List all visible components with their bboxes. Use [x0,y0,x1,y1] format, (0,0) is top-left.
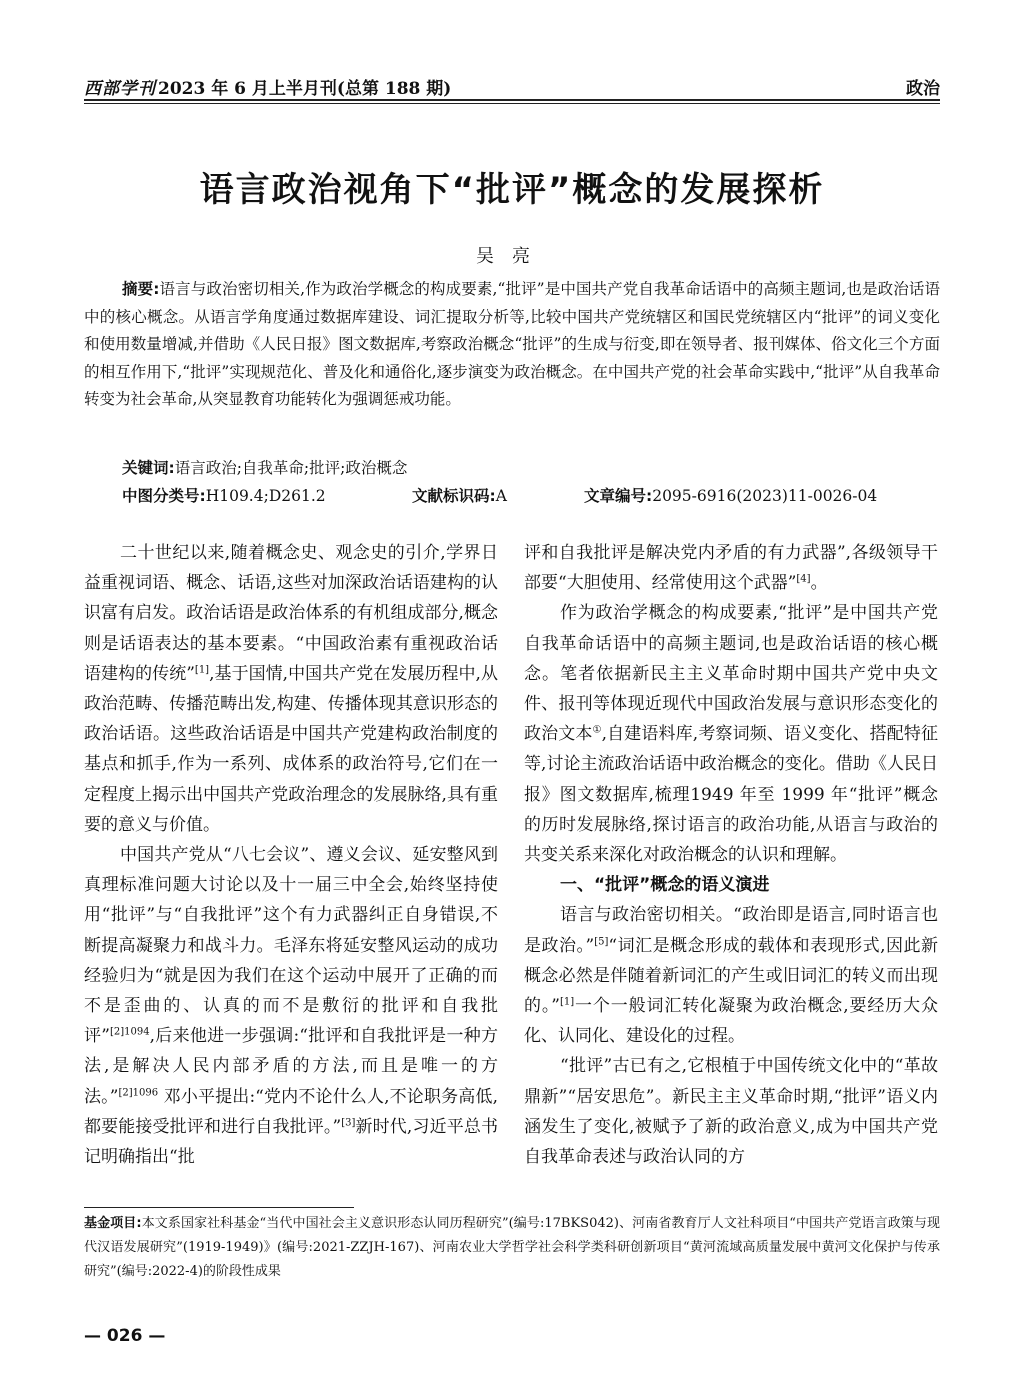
citation-ref: [5] [594,935,609,947]
funding-note [84,1212,940,1284]
paragraph-text: 评和自我批评是解决党内矛盾的有力武器”,各级领导干部要“大胆使用、经常使用这个武器” [524,543,938,594]
issue-info: 2023 年 6 月上半月刊(总第 188 期) [158,78,452,99]
footnote-rule [84,1207,354,1208]
doc-label: 文献标识码: [412,487,496,505]
clc-value: H109.4;D261.2 [205,487,326,505]
paragraph: “批评”古已有之,它根植于中国传统文化中的“革故鼎新”“居安思危”。新民主主义革命时期,“批评”语义内涵发生了变化,被赋予了新的政治意义,成为中国共产党自我革命表述与政治认同的方 [524,1056,938,1168]
paragraph-text: ,后来他进一步强调:“批评和自我批评是一种方法,是解决人民内部矛盾的方法,而且是唯一的方法。” [84,1026,498,1107]
keywords-label: 关键词: [122,459,175,477]
paragraph-text: 作为政治学概念的构成要素,“批评”是中国共产党自我革命话语中的高频主题词,也是政治话语的核心概念。笔者依据新民主主义革命时期中国共产党中央文件、报刊等体现近现代中国政治发展与意识形态变化的政治文本 [524,603,938,745]
abstract-label: 摘要: [122,280,160,298]
paragraph [84,840,498,1172]
clc-label: 中图分类号: [122,487,206,505]
doc-value: A [495,487,507,505]
citation-ref: [4] [796,573,811,585]
paragraph [84,538,498,840]
abstract [84,276,940,414]
keywords [122,456,940,478]
body-column-right [524,538,938,1172]
paragraph-text: 一个一般词汇转化凝聚为政治概念,要经历大众化、认同化、建设化的过程。 [524,996,938,1047]
journal-logo: 西部学刊 [84,78,156,99]
paragraph-text: 中国共产党从“八七会议”、遵义会议、延安整风到真理标准问题大讨论以及十一届三中全会,始终坚持使用“批评”与“自我批评”这个有力武器纠正自身错误,不断提高凝聚力和战斗力。毛泽东将延安整风运动的成功经验归为“就是因为我们在这个运动中展开了正确的而不是歪曲的、认真的而不是敷衍的批评和自我批评” [84,845,498,1047]
paragraph-text: ,基于国情,中国共产党在发展历程中,从政治范畴、传播范畴出发,构建、传播体现其意识形态的政治话语。这些政治话语是中国共产党建构政治制度的基点和抓手,作为一系列、成体系的政治符号,它们在一定程度上揭示出中国共产党政治理念的发展脉络,具有重要的意义与价值。 [84,663,498,835]
journal-issue-line [84,74,451,99]
footnote-ref: ① [592,724,602,736]
body-column-left [84,538,498,1172]
citation-ref: [1] [559,996,575,1008]
article-title: 语言政治视角下“批评”概念的发展探析 [199,170,825,210]
doc-code [412,484,584,506]
funding-text: 本文系国家社科基金“当代中国社会主义意识形态认同历程研究”(编号:17BKS042)、河南省教育厅人文社科项目“中国共产党语言政策与现代汉语发展研究”(1919-1949)》(编号:2021-ZZJH-167)、河南农业大学哲学社会科学类科研创新项目“黄河流域高质量发展中黄河文化保护与传承研究”(编号:2022-4)的阶段性成果 [84,1216,940,1279]
paragraph-text: 语言与政治密切相关。“政治即是语言,同时语言也是政治。” [524,905,938,956]
citation-ref: [2]1094 [109,1026,150,1038]
paragraph-text: 邓小平提出:“党内不论什么人,不论职务高低,都要能接受批评和进行自我批评。” [84,1086,498,1137]
citation-ref: [2]1096 [118,1087,159,1098]
section-label: 政治 [906,78,940,99]
clc-number [122,484,412,506]
funding-label: 基金项目: [84,1216,142,1231]
paragraph-text: “词汇是概念形成的载体和表现形式,因此新概念必然是伴随着新词汇的产生或旧词汇的转义而出现的。” [524,935,938,1017]
header-rule-thin [84,103,940,104]
paragraph [524,598,938,870]
section-heading: 一、“批评”概念的语义演进 [560,875,770,896]
header-rule-thick [84,99,940,101]
article-number-value: 2095-6916(2023)11-0026-04 [652,487,878,505]
article-number [584,484,877,506]
paragraph-text: 。 [810,573,828,594]
keywords-text: 语言政治;自我革命;批评;政治概念 [174,459,408,477]
paragraph-text: 新时代,习近平总书记明确指出“批 [84,1116,498,1168]
paragraph-text: 二十世纪以来,随着概念史、观念史的引介,学界日益重视词语、概念、话语,这些对加深政治话语建构的认识富有启发。政治话语是政治体系的有机组成部分,概念则是话语表达的基本要素。“中国政治素有重视政治话语建构的传统” [84,543,498,684]
paragraph [524,538,938,598]
article-number-label: 文章编号: [584,487,653,505]
citation-ref: [3] [341,1117,356,1129]
running-header [84,70,940,102]
article-author: 吴亮 [476,246,548,267]
paragraph [524,900,938,1051]
abstract-text: 语言与政治密切相关,作为政治学概念的构成要素,“批评”是中国共产党自我革命话语中的高频主题词,也是政治话语中的核心概念。从语言学角度通过数据库建设、词汇提取分析等,比较中国共产党统辖区和国民党统辖区内“批评”的词义变化和使用数量增减,并借助《人民日报》图文数据库,考察政治概念“批评”的生成与衍变,即在领导者、报刊媒体、俗文化三个方面的相互作用下,“批评”实现规范化、普及化和通俗化,逐步演变为政治概念。在中国共产党的社会革命实践中,“批评”从自我革命转变为社会革命,从突显教育功能转化为强调惩戒功能。 [84,280,940,409]
paragraph-text: ,自建语料库,考察词频、语义变化、搭配特征等,讨论主流政治话语中政治概念的变化。借助《人民日报》图文数据库,梳理1949 年至 1999 年“批评”概念的历时发展脉络,探讨语言的政治功能,从语言与政治的共变关系来深化对政治概念的认识和理解。 [524,724,938,866]
citation-ref: [1] [194,664,210,676]
classification-line [122,484,940,506]
page-number: — 026 — [84,1326,166,1346]
